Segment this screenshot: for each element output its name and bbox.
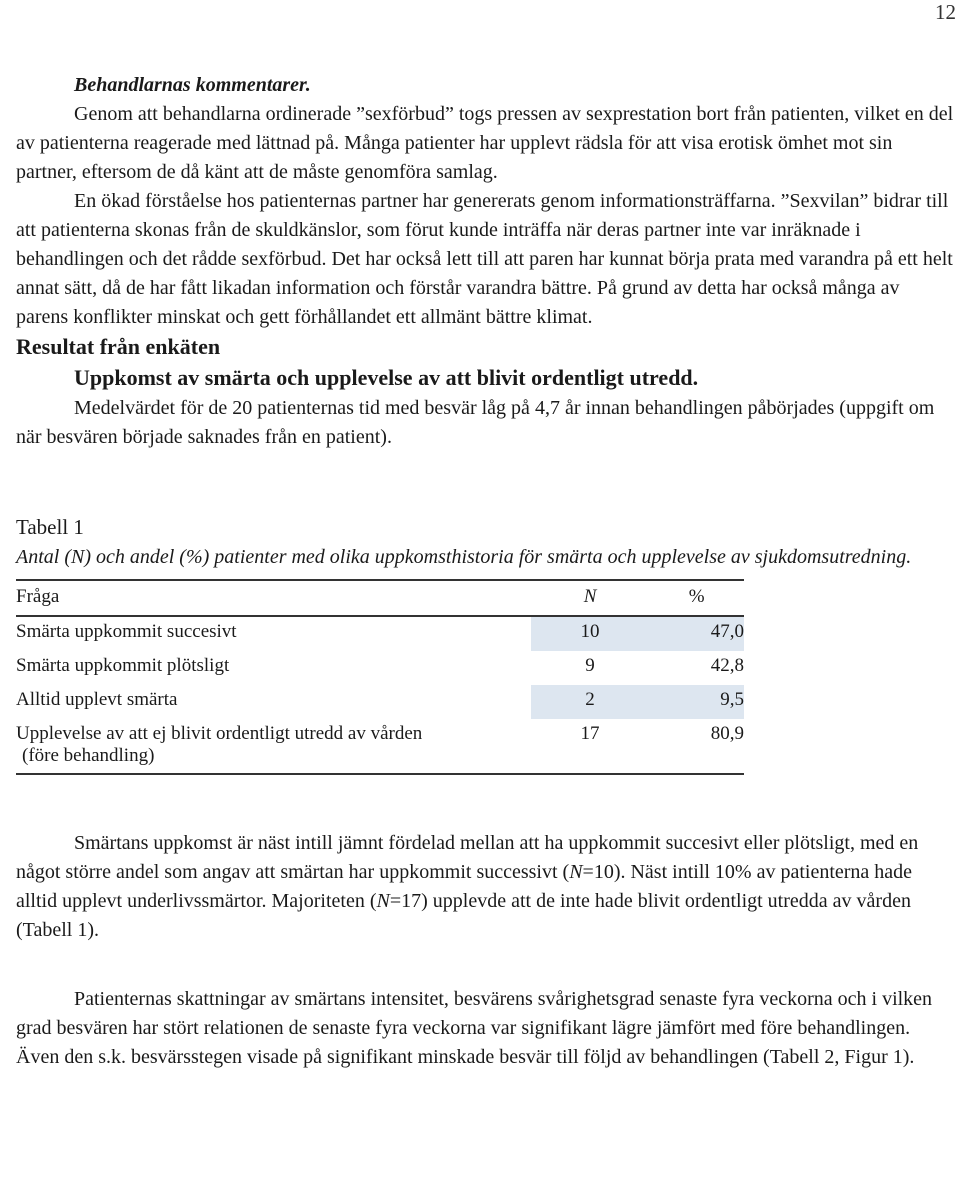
section-title-behandlarnas: Behandlarnas kommentarer.	[74, 74, 311, 96]
cell-pct: 80,9	[649, 719, 744, 774]
cell-pct: 47,0	[649, 616, 744, 651]
cell-pct: 9,5	[649, 685, 744, 719]
table-caption: Antal (N) och andel (%) patienter med olika uppkomsthistoria för smärta och upplevelse av sjukdomsutredning.	[16, 546, 912, 568]
table-label: Tabell 1	[16, 515, 84, 539]
paragraph: En ökad förståelse hos patienternas partner har genererats genom informationsträffarna. ”Sexvilan” bidrar till att patienterna skonas från de skuldkänslor, som förut kunde inträffa när deras partner inte var inräknade i behandlingen och det rådde sexförbud. Det har också lett till att paren har kunnat börja prata med varandra på ett helt annat sätt, då de har fått likadan information och förstår varandra bättre. På grund av detta har också många av parens konflikter minskat och gett förhållandet ett allmänt bättre klimat.	[16, 190, 953, 328]
column-header-pct: %	[649, 580, 744, 616]
cell-question: Alltid upplevt smärta	[16, 689, 178, 710]
data-table	[16, 579, 744, 775]
subheading-uppkomst: Uppkomst av smärta och upplevelse av att blivit ordentligt utredd.	[74, 365, 699, 390]
column-header-question: Fråga	[16, 580, 531, 616]
table-row	[16, 685, 744, 719]
cell-question: Smärta uppkommit plötsligt	[16, 655, 230, 676]
cell-n: 17	[531, 719, 649, 774]
cell-question	[16, 719, 531, 774]
page-number: 12	[935, 0, 956, 24]
table-row	[16, 651, 744, 685]
document-body	[16, 70, 956, 1072]
section-heading-resultat: Resultat från enkäten	[16, 334, 221, 359]
cell-pct: 42,8	[710, 655, 744, 676]
cell-question: Smärta uppkommit succesivt	[16, 621, 237, 642]
cell-n: 10	[531, 616, 649, 651]
table-row	[16, 719, 744, 774]
cell-n: 2	[531, 685, 649, 719]
paragraph: Smärtans uppkomst är näst intill jämnt fördelad mellan att ha uppkommit succesivt eller plötsligt, med en något större andel som angav att smärtan har uppkommit successivt (N=10). Näst intill 10% av patienterna hade alltid upplevt underlivssmärtor. Majoriteten (N=17) upplevde att de inte hade blivit ordentligt utredda av vården (Tabell 1).	[16, 832, 919, 941]
table-header-row	[16, 580, 744, 616]
cell-n: 9	[585, 655, 595, 676]
cell-question-line2: (före behandling)	[22, 745, 155, 766]
table-row	[16, 616, 744, 651]
paragraph: Patienternas skattningar av smärtans intensitet, besvärens svårighetsgrad senaste fyra veckorna och i vilken grad besvären har stört relationen de senaste fyra veckorna var signifikant lägre jämfört med före behandlingen. Även den s.k. besvärsstegen visade på signifikant minskade besvär till följd av behandlingen (Tabell 2, Figur 1).	[16, 988, 933, 1068]
paragraph: Genom att behandlarna ordinerade ”sexförbud” togs pressen av sexprestation bort från patienten, vilket en del av patienterna reagerade med lättnad på. Många patienter har upplevt rädsla för att visa erotisk ömhet mot sin partner, eftersom de då känt att de måste genomföra samlag.	[16, 103, 954, 183]
column-header-n: N	[531, 580, 649, 616]
cell-question-line1: Upplevelse av att ej blivit ordentligt utredd av vården	[16, 723, 423, 744]
paragraph: Medelvärdet för de 20 patienternas tid med besvär låg på 4,7 år innan behandlingen påbörjades (uppgift om när besvären började saknades från en patient).	[16, 397, 935, 448]
